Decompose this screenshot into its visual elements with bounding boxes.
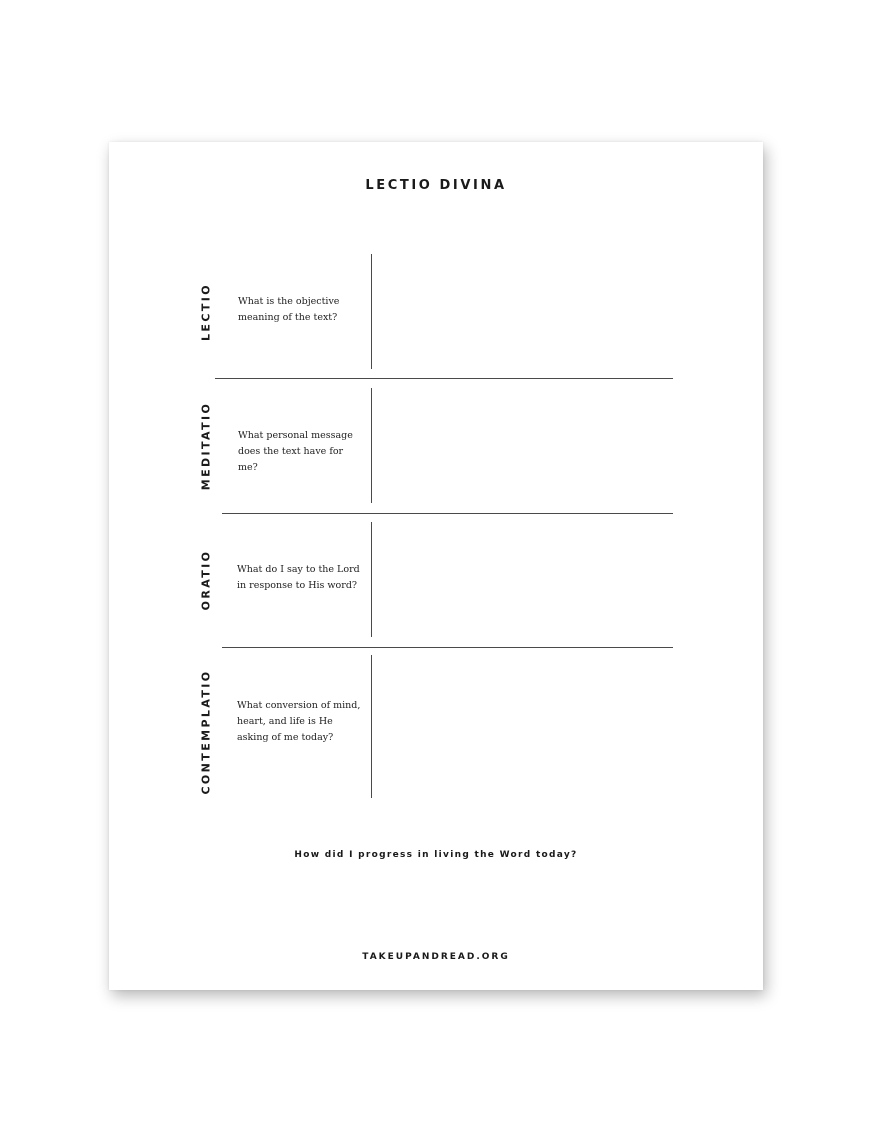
section-prompt-oratio: What do I say to the Lord in response to His word? [237, 564, 360, 591]
section-prompt-lectio: What is the objective meaning of the text? [238, 296, 340, 323]
footer-website: TAKEUPANDREAD.ORG [362, 952, 510, 962]
closing-question: How did I progress in living the Word today? [294, 850, 578, 860]
section-label-meditatio: MEDITATIO [199, 401, 213, 491]
worksheet-page [109, 142, 763, 990]
section-divider-vertical [371, 254, 372, 369]
section-prompt-meditatio: What personal message does the text have for me? [238, 430, 353, 473]
section-divider-vertical [371, 388, 372, 503]
section-prompt-contemplatio: What conversion of mind, heart, and life is He asking of me today? [237, 700, 361, 743]
section-separator [215, 378, 673, 379]
section-label-oratio: ORATIO [199, 549, 213, 611]
section-label-lectio: LECTIO [199, 283, 213, 341]
section-separator [222, 513, 673, 514]
section-divider-vertical [371, 655, 372, 798]
section-label-contemplatio: CONTEMPLATIO [199, 669, 213, 795]
page-title: LECTIO DIVINA [365, 178, 507, 193]
section-divider-vertical [371, 522, 372, 637]
section-separator [222, 647, 673, 648]
